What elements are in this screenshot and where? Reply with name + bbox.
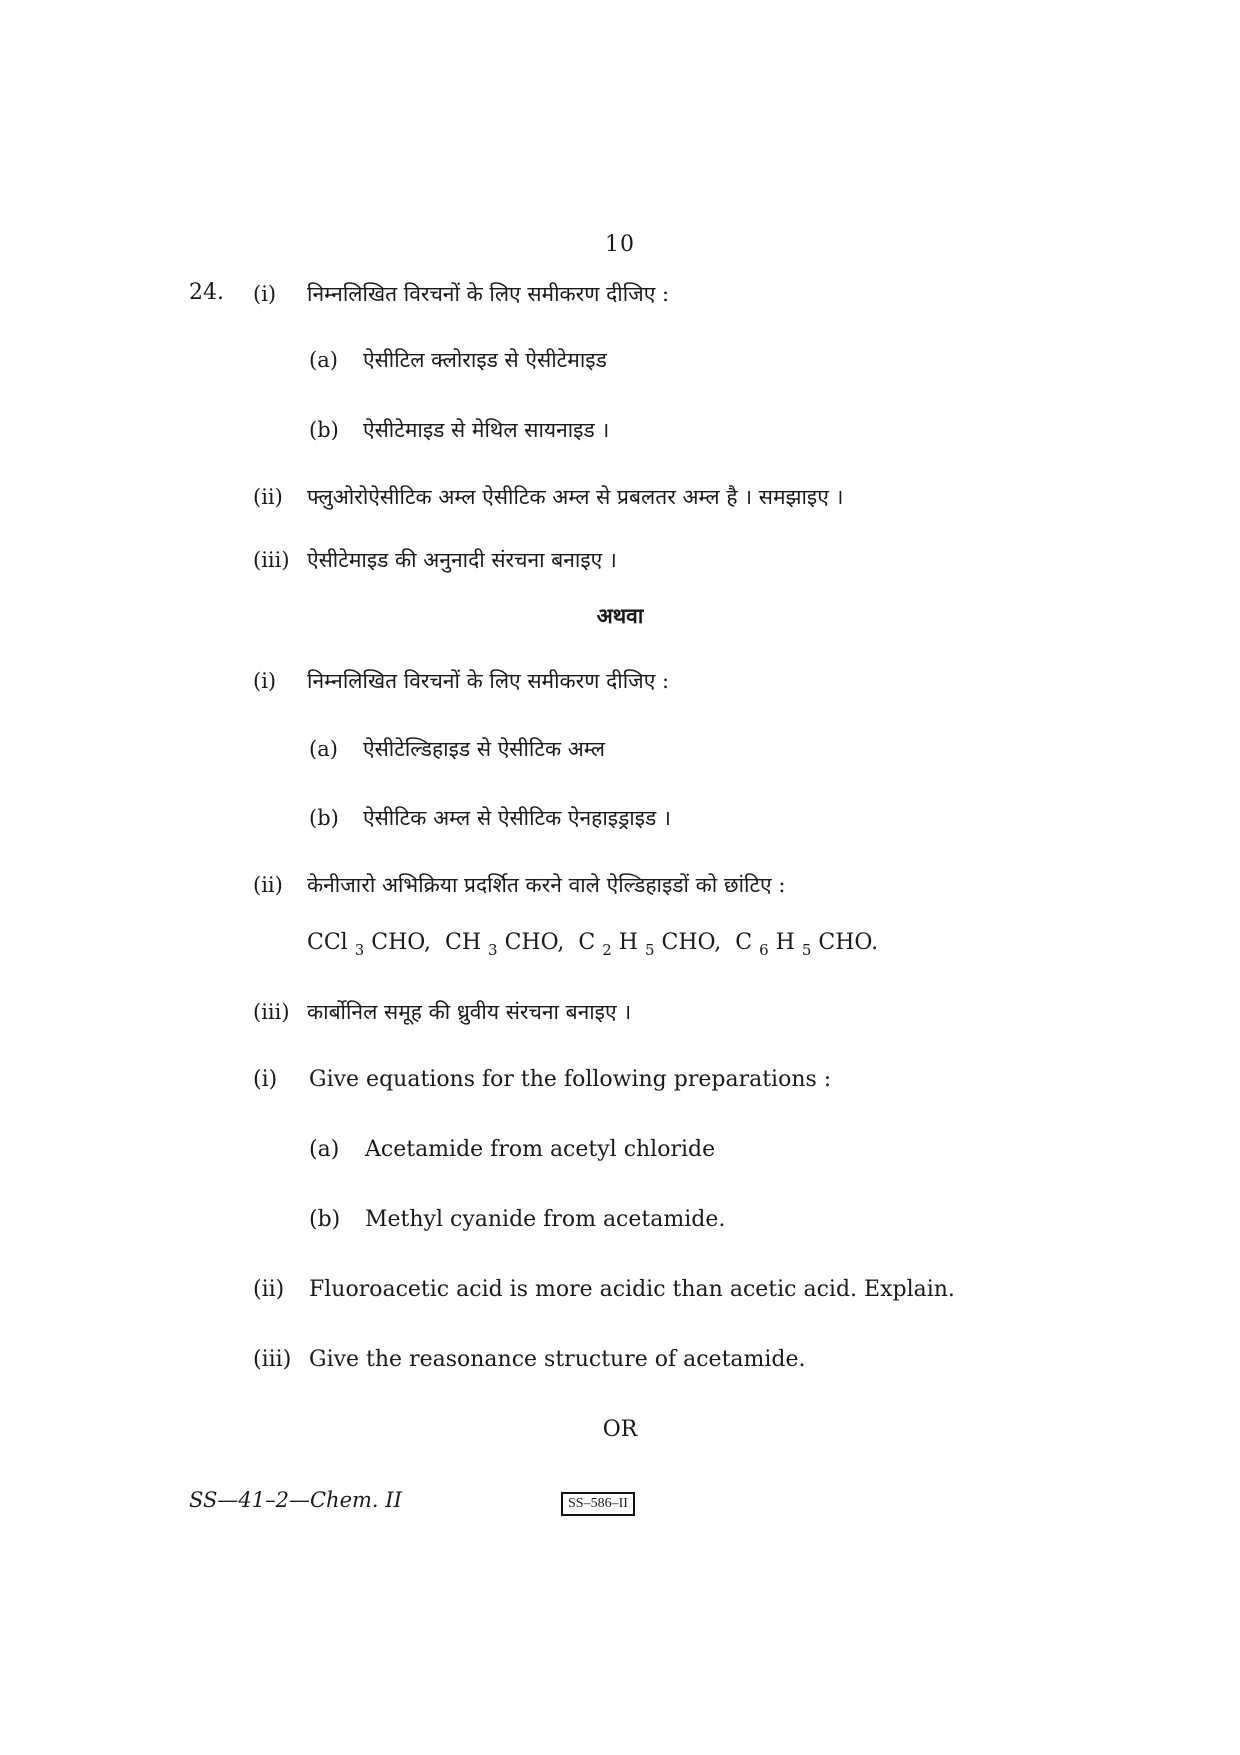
- formula-c2h5cho: C $_2$ H $_5$ CHO,: [578, 930, 722, 959]
- question-text: फ्लुओरोऐसीटिक अम्ल ऐसीटिक अम्ल से प्रबलतर अम्ल है । समझाइए ।: [307, 485, 844, 509]
- question-text: कार्बोनिल समूह की ध्रुवीय संरचना बनाइए ।: [307, 1000, 632, 1024]
- sub-item-marker: (b): [309, 1207, 341, 1232]
- question-text: Fluoroacetic acid is more acidic than acetic acid. Explain.: [309, 1277, 955, 1302]
- question-text: केनीजारो अभिक्रिया प्रदर्शित करने वाले ऐल्डिहाइडों को छांटिए :: [307, 873, 786, 897]
- item-marker: (iii): [253, 1000, 290, 1024]
- item-marker: (i): [253, 1067, 278, 1092]
- reference-box: SS–586–II: [561, 1492, 635, 1516]
- question-number: 24.: [189, 280, 224, 305]
- formula-c6h5cho: C $_6$ H $_5$ CHO.: [735, 930, 879, 959]
- sub-item-text: Acetamide from acetyl chloride: [365, 1137, 716, 1162]
- sub-item-text: ऐसीटेल्डिहाइड से ऐसीटिक अम्ल: [363, 737, 605, 761]
- sub-item-text: Methyl cyanide from acetamide.: [365, 1207, 726, 1232]
- item-marker: (i): [253, 669, 277, 693]
- item-marker: (ii): [253, 873, 283, 897]
- item-marker: (iii): [253, 1347, 292, 1372]
- sub-item-marker: (a): [309, 348, 338, 372]
- sub-item-text: ऐसीटेमाइड से मेथिल सायनाइड ।: [363, 418, 610, 442]
- question-text: ऐसीटेमाइड की अनुनादी संरचना बनाइए ।: [307, 548, 617, 572]
- question-text: Give equations for the following preparations :: [309, 1067, 832, 1092]
- item-marker: (i): [253, 282, 277, 306]
- sub-item-marker: (b): [309, 418, 339, 442]
- question-text: निम्नलिखित विरचनों के लिए समीकरण दीजिए :: [307, 669, 670, 693]
- formula-list: [307, 930, 878, 959]
- formula-ccl3cho: CCl $_3$ CHO,: [307, 930, 432, 959]
- sub-item-text: ऐसीटिक अम्ल से ऐसीटिक ऐनहाइड्राइड ।: [363, 806, 671, 830]
- item-marker: (iii): [253, 548, 290, 572]
- sub-item-marker: (a): [309, 1137, 340, 1162]
- page-number: 10: [605, 232, 635, 257]
- sub-item-marker: (b): [309, 806, 339, 830]
- question-text: निम्नलिखित विरचनों के लिए समीकरण दीजिए :: [307, 282, 670, 306]
- or-separator: अथवा: [596, 603, 644, 628]
- item-marker: (ii): [253, 485, 283, 509]
- formula-ch3cho: CH $_3$ CHO,: [445, 930, 565, 959]
- or-separator: OR: [602, 1417, 638, 1442]
- sub-item-marker: (a): [309, 737, 338, 761]
- paper-code: SS—41–2—Chem. II: [189, 1488, 402, 1512]
- item-marker: (ii): [253, 1277, 285, 1302]
- sub-item-text: ऐसीटिल क्लोराइड से ऐसीटेमाइड: [363, 348, 607, 372]
- question-text: Give the reasonance structure of acetamide.: [309, 1347, 806, 1372]
